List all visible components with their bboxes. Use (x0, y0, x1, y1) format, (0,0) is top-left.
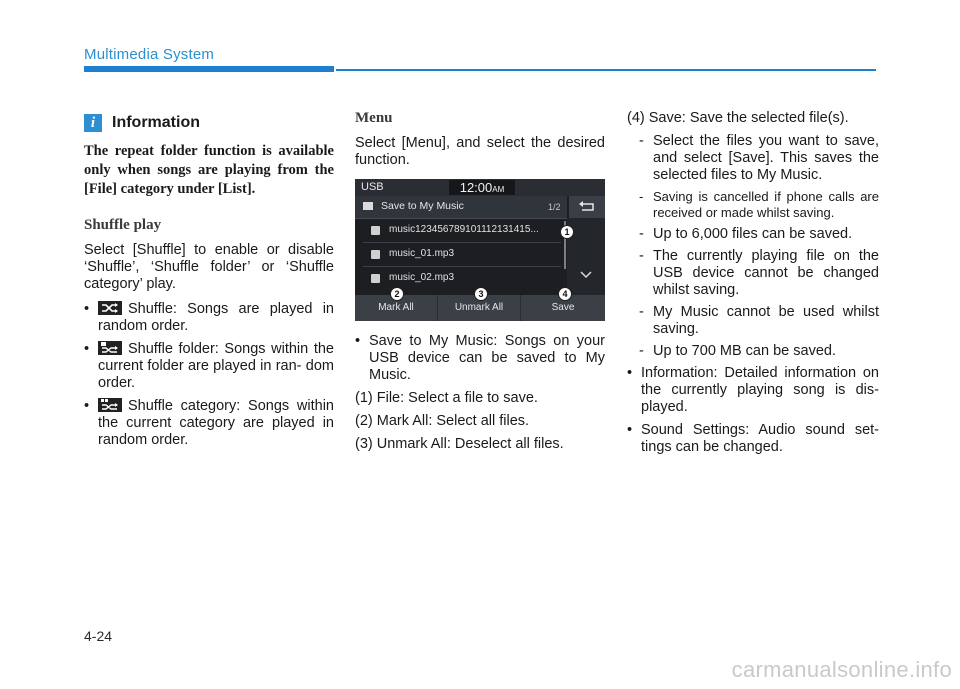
callout-3: 3 (474, 287, 488, 301)
bullet-text: Shuffle category: Songs within the current category are played in random order. (98, 398, 334, 448)
list-item: • Save to My Music: Songs on your USB device can be saved to My Music. (355, 333, 605, 384)
item-file: (1) File: Select a file to save. (355, 390, 538, 406)
file-name: music_02.mp3 (389, 272, 455, 283)
list-item: • Information: Detailed information on the currently playing song is dis- played. (627, 365, 879, 416)
information-heading (84, 114, 334, 132)
shuffle-icon (98, 301, 122, 315)
screen-clock: 12:00AM (449, 180, 515, 195)
header-title: Multimedia System (84, 46, 215, 63)
header-bar (84, 66, 334, 72)
screen-title-row (355, 196, 567, 219)
information-text: The repeat folder function is available only when songs are playing from the [File] category under [List]. (84, 143, 334, 197)
checkbox-icon[interactable] (371, 250, 380, 259)
column-right (627, 110, 879, 462)
save-to-my-music-screen (355, 179, 605, 321)
list-item: • Sound Settings: Audio sound set- tings can be changed. (627, 422, 879, 456)
file-row[interactable] (363, 243, 561, 267)
shuffle-folder-icon (98, 341, 122, 355)
save-bullet-list (355, 333, 605, 384)
screen-title: Save to My Music (381, 200, 464, 212)
bullet-text: Shuffle: Songs are played in random order. (98, 301, 334, 334)
file-name: music123456789101112131415... (389, 224, 539, 235)
menu-options-list (627, 365, 879, 456)
save-button[interactable]: Save (551, 302, 575, 313)
unmark-all-button[interactable]: Unmark All (438, 295, 521, 321)
shuffle-category-icon (98, 398, 122, 412)
list-item: - My Music cannot be used whilst saving. (639, 304, 879, 338)
list-item: - The currently playing file on the USB device cannot be changed whilst saving. (639, 248, 879, 299)
item-unmark-all: (3) Unmark All: Deselect all files. (355, 436, 564, 452)
list-item (84, 341, 334, 392)
page-number: 4-24 (84, 628, 113, 644)
list-item (84, 398, 334, 449)
list-item (84, 301, 334, 335)
list-item: - Select the files you want to save, and select [Save]. This saves the selected files to My Music. (639, 133, 879, 184)
menu-intro: Select [Menu], and select the desired function. (355, 135, 605, 168)
info-icon: i (84, 114, 102, 132)
screen-page-indicator: 1/2 (548, 202, 561, 212)
shuffle-list (84, 301, 334, 449)
bullet-text: Shuffle folder: Songs within the current folder are played in ran- dom order. (98, 341, 334, 391)
list-item: - Up to 700 MB can be saved. (639, 343, 879, 360)
column-middle (355, 110, 605, 459)
callout-1: 1 (560, 225, 574, 239)
shuffle-heading: Shuffle play (84, 217, 162, 233)
file-row[interactable] (363, 267, 561, 290)
save-notes (627, 133, 879, 360)
list-item: - Up to 6,000 files can be saved. (639, 226, 879, 243)
information-title: Information (112, 114, 200, 131)
header-rule (336, 69, 876, 71)
callout-4: 4 (558, 287, 572, 301)
watermark: carmanualsonline.info (731, 657, 952, 682)
checkbox-icon[interactable] (371, 274, 380, 283)
screen-source-label: USB (361, 181, 384, 193)
back-button[interactable] (569, 196, 605, 218)
back-arrow-icon (569, 196, 605, 218)
file-row[interactable] (363, 219, 561, 243)
column-left (84, 110, 334, 455)
item-save: (4) Save: Save the selected file(s). (627, 110, 849, 126)
file-name: music_01.mp3 (389, 248, 455, 259)
callout-2: 2 (390, 287, 404, 301)
item-mark-all: (2) Mark All: Select all files. (355, 413, 530, 429)
menu-heading: Menu (355, 110, 393, 126)
folder-icon (363, 202, 373, 210)
list-item: - Saving is cancelled if phone calls are received or made whilst saving. (639, 189, 879, 221)
shuffle-intro: Select [Shuffle] to enable or disable ‘Shuffle’, ‘Shuffle folder’ or ‘Shuffle category’ play. (84, 242, 334, 292)
mark-all-button[interactable]: Mark All (355, 295, 438, 321)
checked-checkbox-icon[interactable] (371, 226, 380, 235)
